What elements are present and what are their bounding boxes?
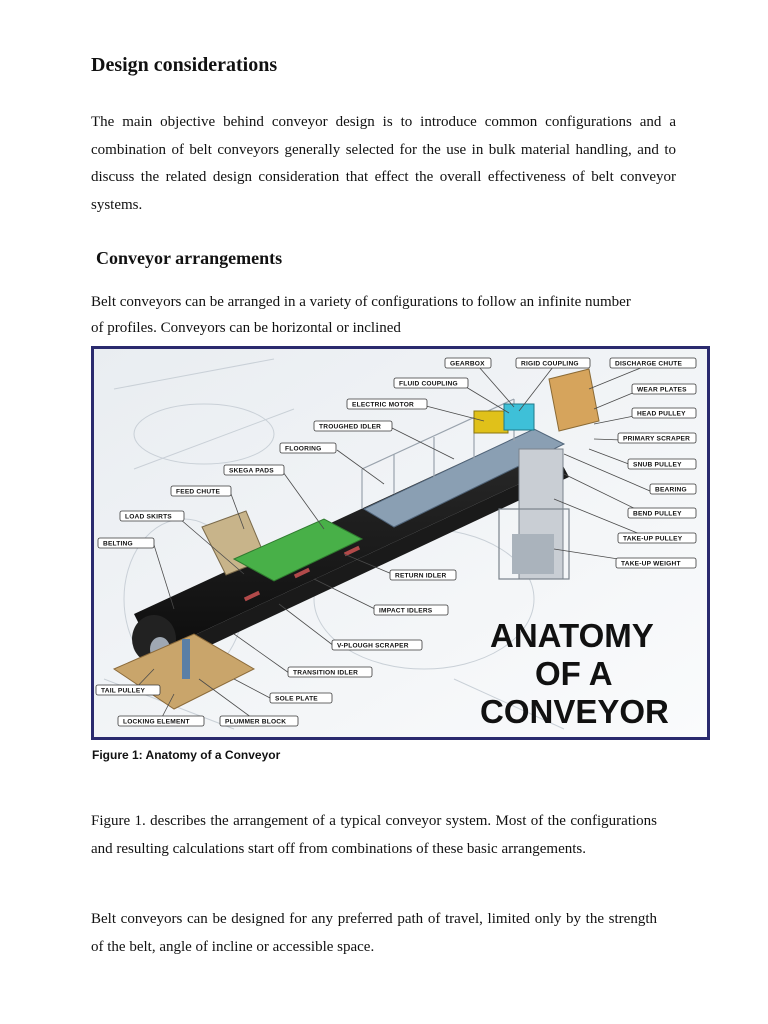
label-flooring <box>280 443 336 453</box>
section-heading-design-considerations: Design considerations <box>91 54 278 76</box>
label-load-skirts <box>120 511 184 521</box>
svg-text:RIGID COUPLING: RIGID COUPLING <box>521 360 579 368</box>
svg-text:PRIMARY SCRAPER: PRIMARY SCRAPER <box>623 435 691 443</box>
svg-text:GEARBOX: GEARBOX <box>450 360 485 368</box>
label-fluid-coupling <box>394 378 468 388</box>
svg-text:ELECTRIC MOTOR: ELECTRIC MOTOR <box>352 401 415 409</box>
svg-text:TAKE-UP PULLEY: TAKE-UP PULLEY <box>623 535 683 543</box>
label-tail-pulley <box>96 685 160 695</box>
figure-title-line3: CONVEYOR <box>480 693 669 730</box>
label-plummer-block <box>220 716 298 726</box>
svg-text:TAKE-UP WEIGHT: TAKE-UP WEIGHT <box>621 560 681 568</box>
figure-caption: Figure 1: Anatomy of a Conveyor <box>92 748 281 762</box>
electric-motor-icon <box>474 411 508 433</box>
svg-text:FLUID COUPLING: FLUID COUPLING <box>399 380 458 388</box>
label-take-up-pulley <box>618 533 696 543</box>
svg-text:DISCHARGE CHUTE: DISCHARGE CHUTE <box>615 360 683 368</box>
label-head-pulley <box>632 408 696 418</box>
conveyor-anatomy-figure <box>91 346 710 740</box>
take-up-weight-icon <box>512 534 554 574</box>
svg-text:BEND PULLEY: BEND PULLEY <box>633 510 682 518</box>
svg-text:BELTING: BELTING <box>103 540 133 548</box>
conveyor-diagram <box>94 349 707 737</box>
svg-text:TAIL PULLEY: TAIL PULLEY <box>101 687 146 695</box>
figure-title-line2: OF A <box>535 655 613 692</box>
svg-text:TRANSITION IDLER: TRANSITION IDLER <box>293 669 359 677</box>
svg-text:PLUMMER BLOCK: PLUMMER BLOCK <box>225 718 287 726</box>
label-snub-pulley <box>628 459 696 469</box>
gearbox-icon <box>504 404 534 430</box>
paragraph-arrangements <box>91 289 661 341</box>
svg-text:FEED CHUTE: FEED CHUTE <box>176 488 221 496</box>
label-return-idler <box>390 570 456 580</box>
label-skega-pads <box>224 465 284 475</box>
svg-text:V-PLOUGH SCRAPER: V-PLOUGH SCRAPER <box>337 642 409 650</box>
svg-text:IMPACT IDLERS: IMPACT IDLERS <box>379 607 433 615</box>
label-sole-plate <box>270 693 332 703</box>
label-primary-scraper <box>618 433 696 443</box>
svg-text:LOCKING ELEMENT: LOCKING ELEMENT <box>123 718 190 726</box>
paragraph-arrangements-line1: Belt conveyors can be arranged in a variety of configurations to follow an infinite number <box>91 294 631 310</box>
svg-text:LOAD SKIRTS: LOAD SKIRTS <box>125 513 172 521</box>
paragraph-objective: The main objective behind conveyor design is to introduce common configurations and a combination of belt conveyors generally selected for the use in bulk material handling, and to discuss the related design consideration that effect the overall effectiveness of belt conveyor systems. <box>91 114 676 213</box>
label-locking-element <box>118 716 204 726</box>
svg-text:HEAD PULLEY: HEAD PULLEY <box>637 410 686 418</box>
label-v-plough-scraper <box>332 640 422 650</box>
svg-text:WEAR PLATES: WEAR PLATES <box>637 386 687 394</box>
svg-text:BEARING: BEARING <box>655 486 687 494</box>
label-wear-plates <box>632 384 696 394</box>
label-discharge-chute <box>610 358 696 368</box>
svg-text:RETURN IDLER: RETURN IDLER <box>395 572 447 580</box>
paragraph-path-of-travel: Belt conveyors can be designed for any preferred path of travel, limited only by the strength of the belt, angle of incline or accessible space. <box>91 911 657 955</box>
section-heading-conveyor-arrangements: Conveyor arrangements <box>96 248 283 268</box>
paragraph-figure-description: Figure 1. describes the arrangement of a typical conveyor system. Most of the configurations and resulting calculations start off from combinations of these basic arrangements. <box>91 813 657 857</box>
label-belting <box>98 538 154 548</box>
svg-text:TROUGHED IDLER: TROUGHED IDLER <box>319 423 382 431</box>
label-electric-motor <box>347 399 427 409</box>
label-impact-idlers <box>374 605 448 615</box>
paragraph-arrangements-line2: of profiles. Conveyors can be horizontal or inclined <box>91 320 401 336</box>
label-gearbox <box>445 358 491 368</box>
label-bend-pulley <box>628 508 696 518</box>
svg-text:SNUB PULLEY: SNUB PULLEY <box>633 461 682 469</box>
svg-text:SOLE PLATE: SOLE PLATE <box>275 695 318 703</box>
svg-text:SKEGA PADS: SKEGA PADS <box>229 467 274 475</box>
label-troughed-idler <box>314 421 392 431</box>
label-bearing <box>650 484 696 494</box>
label-rigid-coupling <box>516 358 590 368</box>
svg-text:FLOORING: FLOORING <box>285 445 322 453</box>
label-take-up-weight <box>616 558 696 568</box>
figure-title-line1: ANATOMY <box>490 617 654 654</box>
label-feed-chute <box>171 486 231 496</box>
label-transition-idler <box>288 667 372 677</box>
